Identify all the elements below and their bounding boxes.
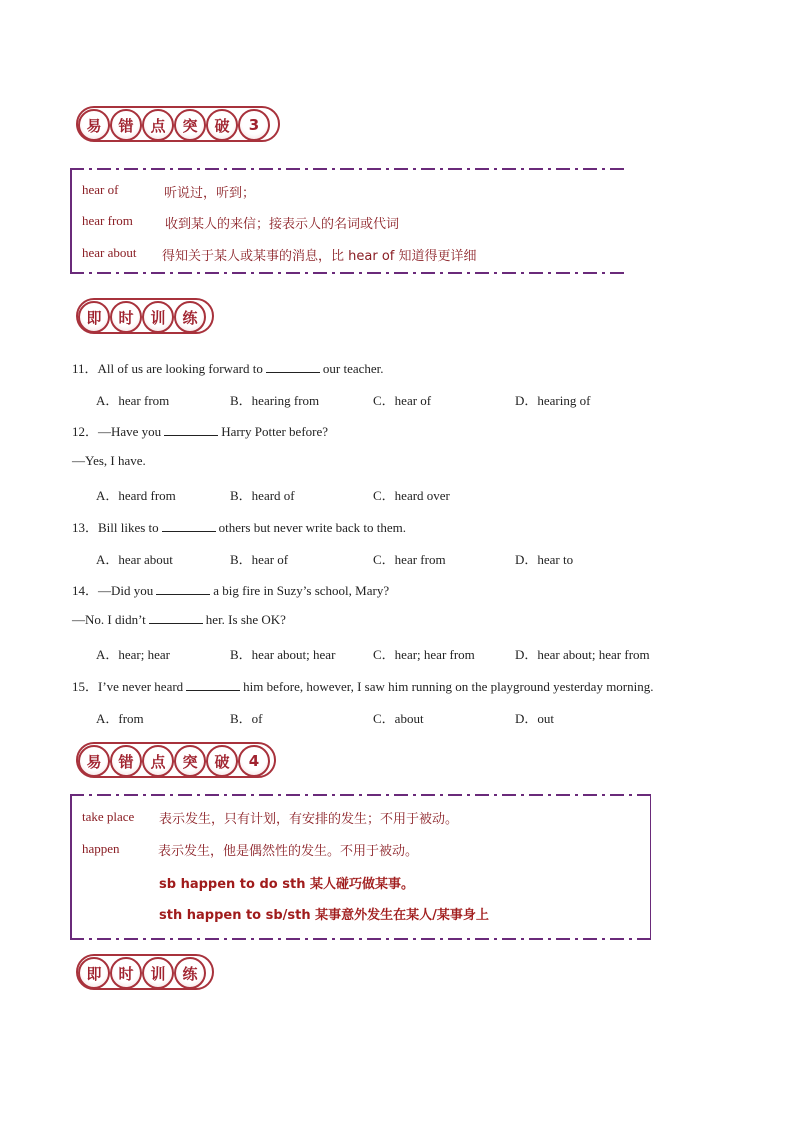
header-char: 训 [142,957,174,989]
question-text: 15．I’ve never heard [72,679,184,694]
header-char: 突 [174,745,206,777]
answer-blank[interactable] [266,361,320,373]
term: hear of [82,182,119,197]
term: happen [82,841,120,856]
dialogue-line [72,612,286,628]
option-c[interactable]: C．hear from [373,552,446,567]
header-char: 时 [110,957,142,989]
question-14 [72,580,389,599]
option-a[interactable]: A．hear; hear [96,647,170,662]
option-a[interactable]: A．hear from [96,393,170,408]
definition-text: 得知关于某人或某事的消息，比 hear of 知道得更详细 [162,249,477,264]
practice-header [76,954,204,992]
option-c[interactable]: C．about [373,711,424,726]
header-char: 破 [206,745,238,777]
definition-text: 听说过，听到； [164,186,256,201]
question-text: Harry Potter before? [221,424,329,439]
header-char: 错 [110,745,142,777]
practice-header [76,298,204,336]
definition-row [82,245,137,261]
header-char: 练 [174,301,206,333]
header-char: 错 [110,109,142,141]
definition-text: 收到某人的来信；接表示人的名词或代词 [165,217,400,232]
question-15 [72,676,654,695]
option-a[interactable]: A．hear about [96,552,173,567]
option-d[interactable]: D．hear about; hear from [515,647,650,662]
term: hear from [82,213,133,228]
header-char: 破 [206,109,238,141]
option-a[interactable]: A．heard from [96,488,176,503]
term: take place [82,809,135,824]
header-char: 3 [238,109,270,141]
question-12 [72,421,328,440]
question-text: —No. I didn’t [72,612,146,627]
section-header-3 [76,106,268,144]
header-char: 点 [142,745,174,777]
header-char: 时 [110,301,142,333]
header-char: 4 [238,745,270,777]
term: hear about [82,245,137,260]
question-text: 12．—Have you [72,424,162,439]
definition-row [82,841,120,857]
definition-row [82,809,134,825]
question-text: him before, however, I saw him running on the playground yesterday morning. [243,679,654,694]
option-d[interactable]: D．hear to [515,552,574,567]
question-11 [72,358,384,377]
question-text: 11．All of us are looking forward to [72,361,263,376]
section-header-4 [76,742,268,780]
option-c[interactable]: C．hear; hear from [373,647,475,662]
answer-blank[interactable] [164,424,218,436]
header-char: 训 [142,301,174,333]
dialogue-line: —Yes, I have. [72,453,146,468]
definition-text: 表示发生，他是偶然性的发生。不用于被动。 [158,844,419,859]
header-char: 易 [78,745,110,777]
option-b[interactable]: B．hearing from [230,393,320,408]
header-char: 练 [174,957,206,989]
question-text: 13．Bill likes to [72,520,159,535]
option-c[interactable]: C．hear of [373,393,432,408]
answer-blank[interactable] [162,520,216,532]
header-char: 即 [78,957,110,989]
question-text: our teacher. [322,361,384,376]
question-text: a big fire in Suzy’s school, Mary? [213,583,390,598]
definition-row [82,213,133,229]
option-c[interactable]: C．heard over [373,488,450,503]
question-text: her. Is she OK? [205,612,286,627]
question-text: others but never write back to them. [218,520,407,535]
answer-blank[interactable] [149,612,203,624]
option-b[interactable]: B．heard of [230,488,295,503]
header-char: 即 [78,301,110,333]
header-char: 突 [174,109,206,141]
option-d[interactable]: D．hearing of [515,393,591,408]
answer-blank[interactable] [156,583,210,595]
option-b[interactable]: B．of [230,711,263,726]
definition-row [82,182,118,198]
answer-blank[interactable] [186,679,240,691]
question-text: 14．—Did you [72,583,154,598]
header-char: 点 [142,109,174,141]
usage-note: sb happen to do sth 某人碰巧做某事。 [159,877,414,892]
option-d[interactable]: D．out [515,711,555,726]
option-b[interactable]: B．hear of [230,552,289,567]
question-13 [72,517,406,536]
definition-text: 表示发生，只有计划，有安排的发生；不用于被动。 [159,812,459,827]
option-b[interactable]: B．hear about; hear [230,647,336,662]
option-a[interactable]: A．from [96,711,144,726]
usage-note: sth happen to sb/sth 某事意外发生在某人/某事身上 [159,908,489,923]
header-char: 易 [78,109,110,141]
